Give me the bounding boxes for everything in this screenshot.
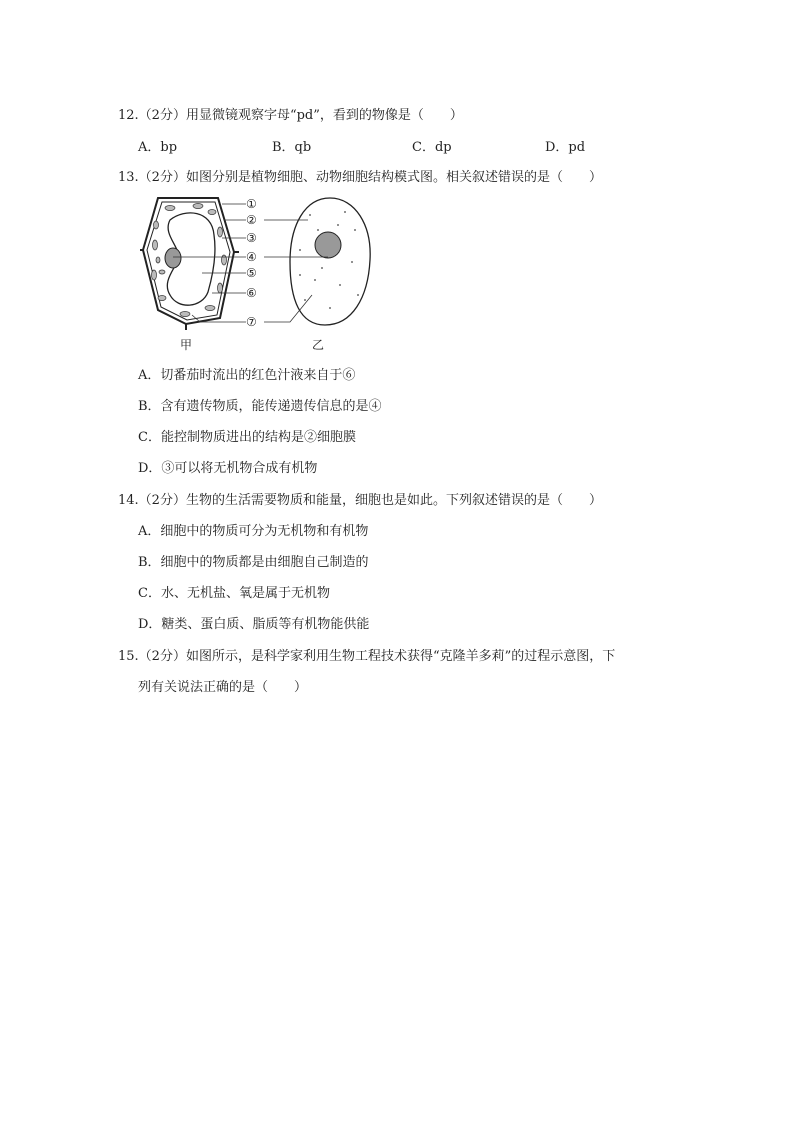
label-animal-cell: 乙 [312,338,325,352]
q14-option-b: B．细胞中的物质都是由细胞自己制造的 [138,555,369,570]
marker-2: ② [246,213,257,227]
marker-3: ③ [246,231,257,245]
q14-option-a: A．细胞中的物质可分为无机物和有机物 [138,524,369,539]
label-plant-cell: 甲 [180,338,193,352]
q13-stem: 13.（2分）如图分别是植物细胞、动物细胞结构模式图。相关叙述错误的是（ ） [118,170,602,185]
q12-option-a: A．bp [138,140,178,155]
q12-stem: 12.（2分）用显微镜观察字母“pd”，看到的物像是（ ） [118,108,463,123]
q15-stem-line2: 列有关说法正确的是（ ） [138,680,308,695]
animal-cell-membrane [290,198,370,325]
q15-stem-line1: 15.（2分）如图所示，是科学家利用生物工程技术获得“克隆羊多莉”的过程示意图，下 [118,649,616,664]
q12-option-b: B．qb [272,140,312,155]
marker-4: ④ [246,250,257,264]
marker-7: ⑦ [246,315,257,329]
marker-6: ⑥ [246,286,257,300]
plant-cell [140,198,239,330]
q13-option-a: A．切番茄时流出的红色汁液来自于⑥ [138,368,356,383]
q13-option-b: B．含有遗传物质，能传递遗传信息的是④ [138,399,382,414]
q14-option-d: D．糖类、蛋白质、脂质等有机物能供能 [138,617,370,632]
marker-5: ⑤ [246,266,257,280]
q14-stem: 14.（2分）生物的生活需要物质和能量，细胞也是如此。下列叙述错误的是（ ） [118,493,602,508]
animal-cell [290,198,370,325]
q13-option-c: C．能控制物质进出的结构是②细胞膜 [138,430,356,445]
q12-option-c: C．dp [412,140,452,155]
q14-option-c: C．水、无机盐、氧是属于无机物 [138,586,330,601]
cell-structure-diagram [140,190,380,355]
q13-option-d: D．③可以将无机物合成有机物 [138,461,318,476]
marker-1: ① [246,197,257,211]
q12-option-d: D．pd [545,140,586,155]
animal-nucleus [315,232,341,258]
plant-nucleus [165,248,181,268]
